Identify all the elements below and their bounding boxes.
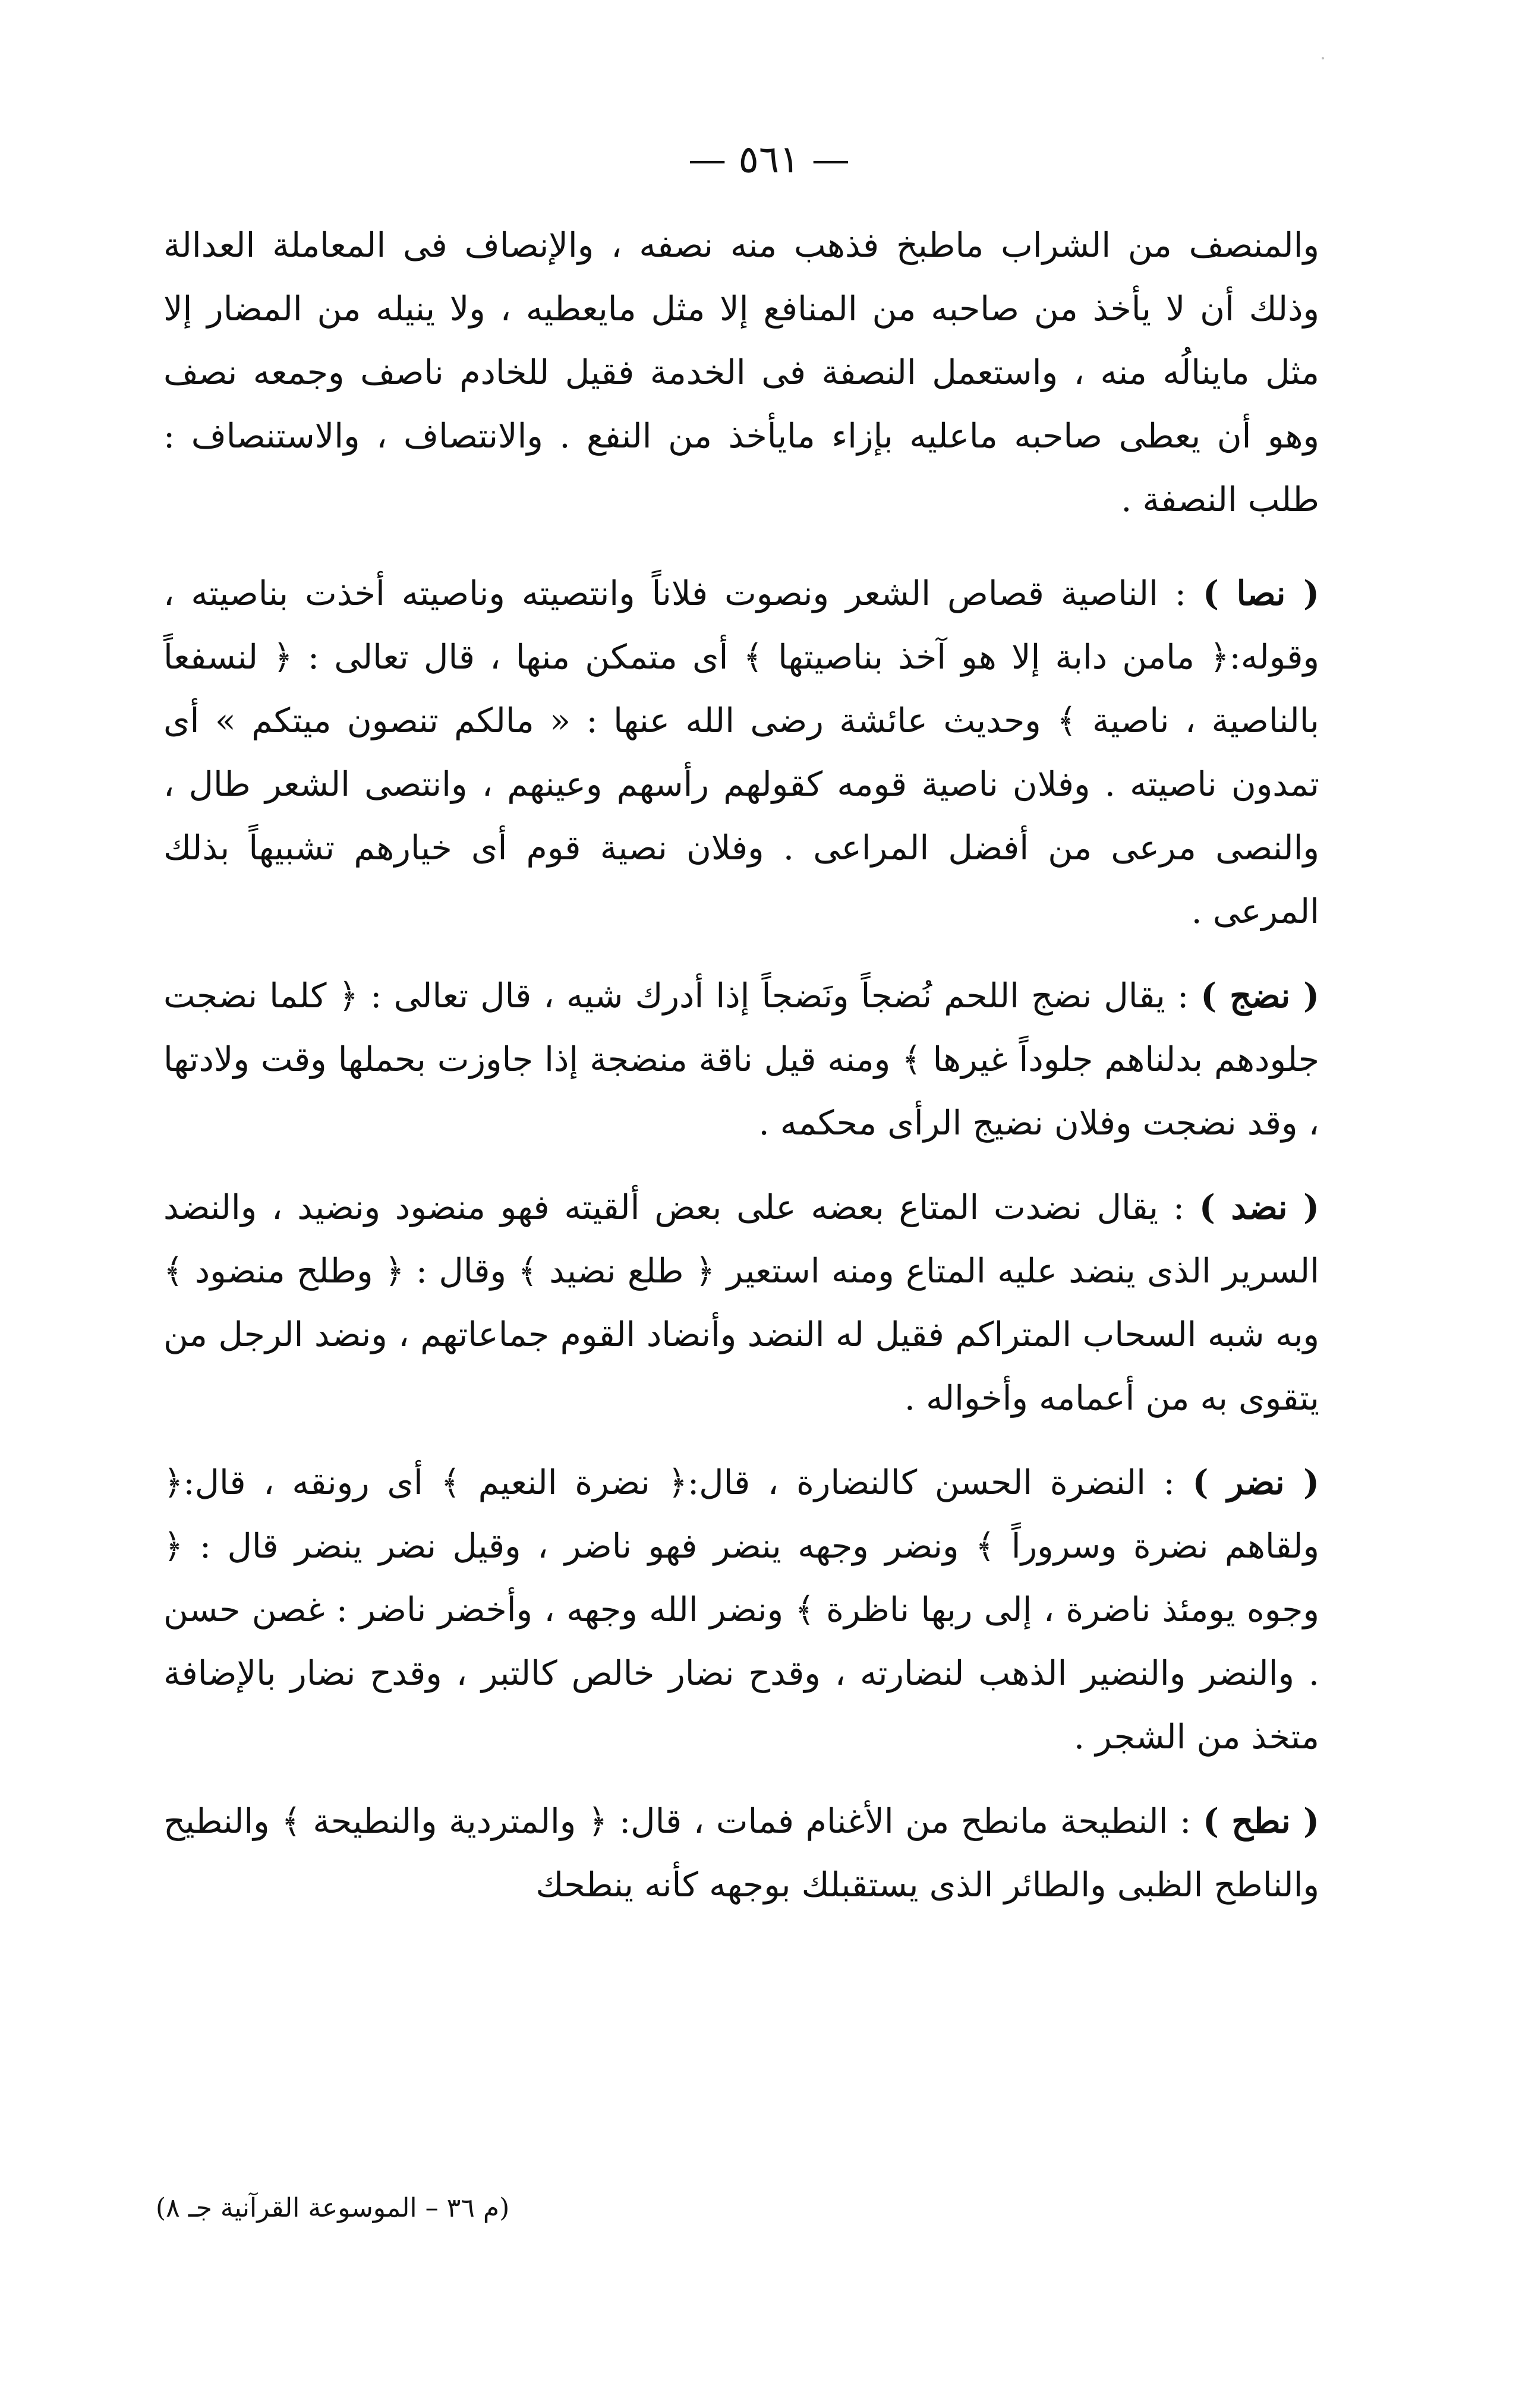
entry-text: : النطيحة مانطح من الأغنام فمات ، قال: ﴿ والمتردية والنطيحة ﴾ والنطيح والناطح الظبى والطائر الذى يستقبلك بوجهه كأنه ينطحك — [163, 1802, 1319, 1905]
entry-nadij — [163, 964, 1319, 1155]
entry-nadar — [163, 1451, 1319, 1769]
entry-text: : يقال نضدت المتاع بعضه على بعض ألقيته فهو منضود ونضيد ، والنضد السرير الذى ينضد عليه المتاع ومنه استعير ﴿ طلع نضيد ﴾ وقال : ﴿ وطلح منضود ﴾ وبه شبه السحاب المتراكم فقيل له النضد وأنضاد القوم جماعاتهم ، ونضد الرجل من يتقوى به من أعمامه وأخواله . — [163, 1188, 1319, 1418]
entry-headword: ( نضر ) — [1192, 1463, 1320, 1502]
entry-natah — [163, 1789, 1319, 1917]
scan-mark — [1322, 57, 1324, 59]
entry-headword: ( نصا ) — [1203, 573, 1319, 613]
entry-text: : يقال نضج اللحم نُضجاً ونَضجاً إذا أدرك شيه ، قال تعالى : ﴿ كلما نضجت جلودهم بدلناهم جلوداً غيرها ﴾ ومنه قيل ناقة منضجة إذا جاوزت بحملها وقت ولادتها ، وقد نضجت وفلان نضيج الرأى محكمه . — [163, 976, 1319, 1143]
page-body — [163, 214, 1319, 1937]
entry-nadad — [163, 1175, 1319, 1430]
entry-headword: ( نضج ) — [1200, 976, 1320, 1016]
entry-text: والمنصف من الشراب ماطبخ فذهب منه نصفه ، والإنصاف فى المعاملة العدالة وذلك أن لا يأخذ من صاحبه من المنافع إلا مثل مايعطيه ، ولا ينيله من المضار إلا مثل ماينالُه منه ، واستعمل النصفة فى الخدمة فقيل للخادم ناصف وجمعه نصف وهو أن يعطى صاحبه ماعليه بإزاء مايأخذ من النفع . والانتصاف ، والاستنصاف : طلب النصفة . — [163, 226, 1319, 519]
entry-headword: ( نطح ) — [1202, 1801, 1319, 1841]
entry-text: : النضرة الحسن كالنضارة ، قال:﴿ نضرة النعيم ﴾ أى رونقه ، قال:﴿ ولقاهم نضرة وسروراً ﴾ ونضر وجهه ينضر فهو ناضر ، وقيل نضر ينضر قال : ﴿ وجوه يومئذ ناضرة ، إلى ربها ناظرة ﴾ ونضر الله وجهه ، وأخضر ناضر : غصن حسن . والنضر والنضير الذهب لنضارته ، وقدح نضار خالص كالتبر ، وقدح نضار بالإضافة متخذ من الشجر . — [163, 1463, 1319, 1757]
page-footer: (م ٣٦ – الموسوعة القرآنية جـ ٨) — [156, 2193, 510, 2223]
entry-text: : الناصية قصاص الشعر ونصوت فلاناً وانتصيته وناصيته أخذت بناصيته ، وقوله:﴿ مامن دابة إلا هو آخذ بناصيتها ﴾ أى متمكن منها ، قال تعالى : ﴿ لنسفعاً بالناصية ، ناصية ﴾ وحديث عائشة رضى الله عنها : « مالكم تنصون ميتكم » أى تمدون ناصيته . وفلان ناصية قومه كقولهم رأسهم وعينهم ، وانتصى الشعر طال ، والنصى مرعى من أفضل المراعى . وفلان نصية قوم أى خيارهم تشبيهاً بذلك المرعى . — [163, 574, 1319, 931]
entry-headword: ( نضد ) — [1199, 1187, 1320, 1227]
entry-nasf-continuation — [163, 214, 1319, 532]
entry-nasa — [163, 562, 1319, 944]
page-number: — ٥٦١ — — [688, 138, 850, 182]
